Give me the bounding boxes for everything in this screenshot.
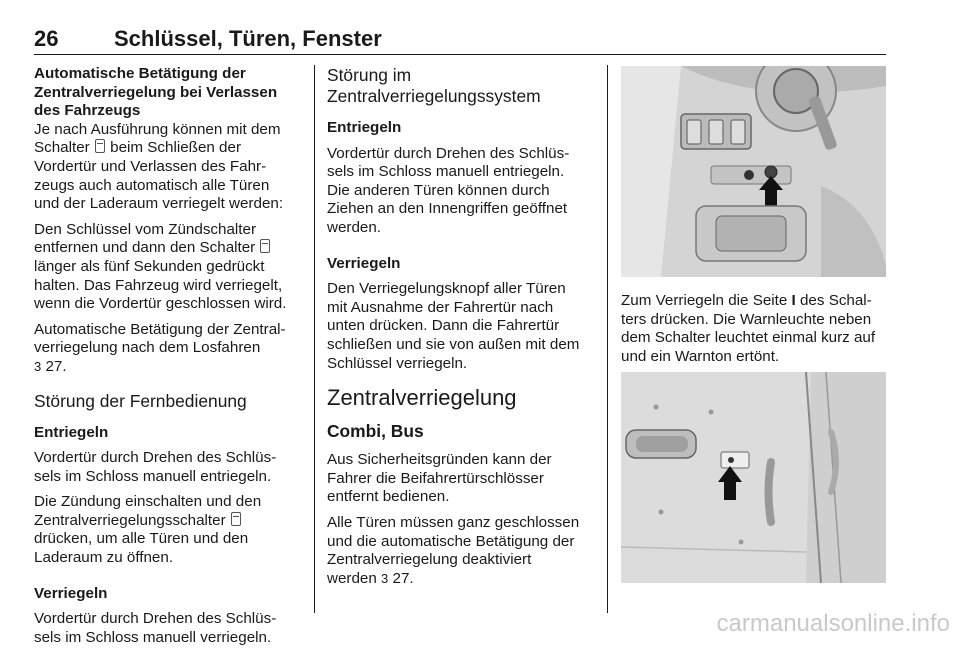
paragraph: Aus Sicherheitsgründen kann der Fahrer die Beifahrertürschlösser entfernt bedienen. [327,451,552,506]
subsection-heading-combi-bus: Combi, Bus [327,421,424,442]
paragraph: Die Zündung einschalten und den Zentralverriegelungsschalter drücken, um alle Türen und den Laderaum zu öffnen. [34,493,262,567]
paragraph: Den Verriegelungsknopf aller Türen mit Ausnahme der Fahrertür nach unten drücken. Dann die Fahrertür schließen und sie von außen mit dem Schlüssel verriegeln. [327,280,580,372]
section-heading-remote-fault: Störung der Fernbedienung [34,390,247,411]
lock-switch-icon [95,139,105,153]
subheading-lock: Verriegeln [327,254,401,272]
page-title: Schlüssel, Türen, Fenster [114,26,382,51]
page-reference[interactable]: 27. [392,569,414,587]
door-lock-button-illustration [621,372,886,583]
paragraph: Vordertür durch Drehen des Schlüs- sels im Schloss manuell entriegeln. Die anderen Türen können durch Ziehen an den Innengriffen geöffnet werden. [327,144,570,236]
paragraph: Automatische Betätigung der Zentral- verriegelung nach dem Losfahren 3 27. [34,320,286,375]
dashboard-switch-photo [621,66,886,277]
paragraph: Vordertür durch Drehen des Schlüs- sels im Schloss manuell verriegeln. [34,610,277,646]
column-middle [327,65,595,595]
paragraph: Den Schlüssel vom Zündschalter entfernen und dann den Schalter länger als fünf Sekunden gedrückt halten. Das Fahrzeug wird verriegelt, wenn die Vordertür geschlossen wird. [34,220,287,313]
subheading-unlock: Entriegeln [34,423,109,441]
column-divider [607,65,608,613]
section-heading-central-lock-fault: Störung im Zentralverriegelungssystem [327,65,541,106]
lock-switch-icon [260,239,270,253]
subheading-lock: Verriegeln [34,584,108,602]
paragraph: Je nach Ausführung können mit dem Schalter beim Schließen der Vordertür und Verlassen des Fahr- zeugs auch automatisch alle Türen und der Laderaum verriegelt werden: [34,120,284,213]
page-number: 26 [34,26,59,51]
lock-switch-icon [231,512,241,526]
section-heading-central-locking: Zentralverriegelung [327,385,517,411]
reference-arrow-icon: 3 [34,358,42,374]
column-left [34,65,302,654]
section-heading-auto-lock: Automatische Betätigung der Zentralverriegelung bei Verlassen des Fahrzeugs [34,65,278,120]
paragraph: Vordertür durch Drehen des Schlüs- sels im Schloss manuell entriegeln. [34,449,277,485]
reference-arrow-icon: 3 [381,570,389,586]
watermark: carmanualsonline.info [716,610,950,637]
column-divider [314,65,315,613]
page-header [34,26,886,55]
subheading-unlock: Entriegeln [327,119,402,136]
door-lock-button-photo [621,372,886,583]
page-reference[interactable]: 27. [45,357,67,375]
paragraph: Alle Türen müssen ganz geschlossen und die automatische Betätigung der Zentralverriegelung deaktiviert werden 3 27. [327,513,580,587]
dashboard-switch-illustration [621,66,886,277]
photo-caption: Zum Verriegeln die Seite I des Schal- ters drücken. Die Warnleuchte neben dem Schalter leuchtet einmal kurz auf und ein Warnton ertönt. [621,292,876,365]
